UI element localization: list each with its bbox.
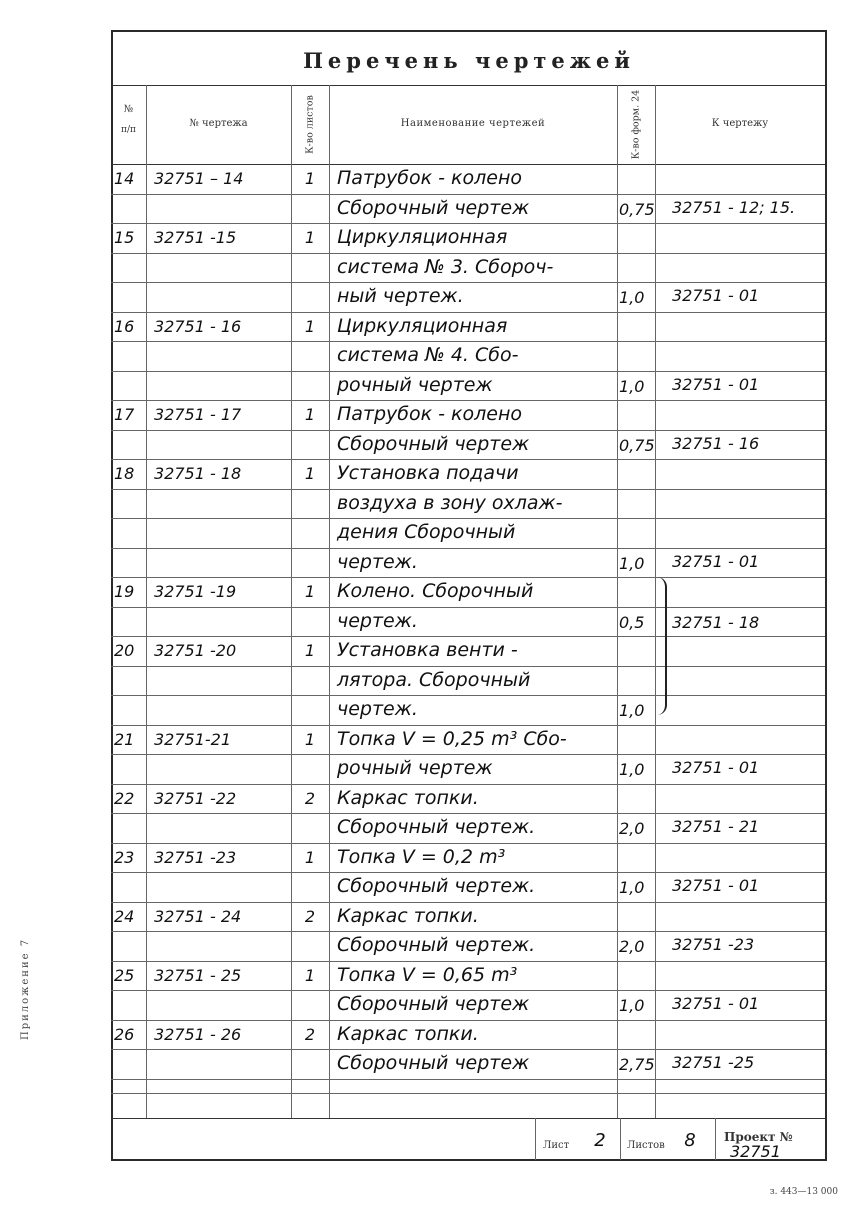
table-column-rule [329,85,330,1118]
table-rule [111,400,825,401]
row-name-line: Топка V = 0,25 m³ Сбо- [337,727,567,750]
table-rule [111,1049,825,1050]
row-to-drawing: 32751 - 12; 15. [672,197,796,217]
row-name-line: Циркуляционная [337,314,508,337]
row-to-drawing: 32751 - 01 [672,551,760,571]
row-number: 14 [114,169,135,188]
table-rule [111,1118,825,1119]
row-drawing-code: 32751-21 [154,729,232,749]
table-rule [111,1020,825,1021]
row-drawing-code: 32751 - 16 [154,316,242,336]
row-name-line: рочный чертеж [337,757,493,779]
table-column-rule [715,1118,716,1160]
table-rule [111,459,825,460]
row-drawing-code: 32751 -20 [154,641,237,660]
row-name-line: ный чертеж. [337,285,464,307]
table-rule [111,371,825,372]
header-format-count: К-во форм. 24 [630,89,642,160]
table-rule [111,253,825,254]
row-name-line: чертеж. [337,550,418,573]
row-sheets-qty: 1 [304,641,316,660]
appendix-label: Приложение 7 [20,937,31,1040]
row-name-line: Каркас топки. [337,904,479,927]
row-format-count: 0,75 [619,199,655,219]
footer-sheets-value: 8 [684,1130,696,1151]
table-column-rule [620,1118,621,1160]
header-drawing-no: № чертежа [189,118,248,129]
row-format-count: 0,5 [619,612,645,632]
row-name-line: рочный чертеж [337,373,493,396]
row-format-count: 1,0 [619,701,645,720]
row-number: 20 [114,641,135,660]
table-column-rule [617,85,618,1118]
row-number: 23 [114,847,135,867]
table-column-rule [291,85,292,1118]
table-rule [111,430,825,431]
row-format-count: 1,0 [619,553,645,573]
row-name-line: чертеж. [337,609,418,632]
table-rule [111,223,825,224]
header-num-sub: п/п [120,125,137,135]
row-sheets-qty: 1 [304,582,316,601]
table-rule [111,813,825,814]
table-rule [111,282,825,283]
row-number: 15 [114,228,135,247]
row-drawing-code: 32751 - 17 [154,405,242,424]
table-rule [111,194,825,195]
row-name-line: Патрубок - колено [337,403,523,425]
row-name-line: система № 3. Сбороч- [337,255,554,278]
row-number: 16 [114,316,135,336]
row-number: 18 [114,464,135,483]
table-rule [111,1093,825,1094]
group-brace [657,577,667,715]
row-name-line: Топка V = 0,2 m³ [337,845,506,868]
table-rule [111,872,825,873]
row-name-line: воздуха в зону охлаж- [337,491,563,514]
row-name-line: Сборочный чертеж. [337,934,536,956]
row-number: 26 [114,1024,135,1044]
row-name-line: Сборочный чертеж [337,432,530,455]
table-rule [111,902,825,903]
page-title: Перечень чертежей [303,48,635,73]
row-sheets-qty: 1 [304,464,316,483]
row-drawing-code: 32751 -15 [154,228,237,247]
row-to-drawing: 32751 - 01 [672,876,760,895]
row-sheets-qty: 1 [304,965,316,985]
row-name-line: Сборочный чертеж [337,1052,530,1074]
row-format-count: 2,0 [619,819,645,838]
row-sheets-qty: 2 [304,788,316,808]
row-name-line: Топка V = 0,65 m³ [337,963,518,986]
table-rule [111,695,825,696]
row-name-line: дения Сборочный [337,521,516,543]
row-drawing-code: 32751 - 25 [154,965,242,985]
row-number: 25 [114,965,135,985]
table-rule [111,607,825,608]
row-to-drawing: 32751 -25 [672,1053,755,1072]
row-to-drawing: 32751 - 01 [672,374,760,394]
row-drawing-code: 32751 -19 [154,582,237,601]
row-format-count: 0,75 [619,435,655,455]
row-sheets-qty: 1 [304,847,316,867]
row-name-line: Каркас топки. [337,786,479,809]
table-rule [111,843,825,844]
table-column-rule [535,1118,536,1160]
row-name-line: Сборочный чертеж [337,196,530,219]
table-column-rule [655,85,656,1118]
row-name-line: Сборочный чертеж [337,993,530,1015]
row-to-drawing: 32751 - 01 [672,994,760,1013]
footer-sheet-value: 2 [594,1130,606,1151]
row-format-count: 2,0 [619,937,645,956]
row-format-count: 2,75 [619,1055,655,1074]
table-rule [111,754,825,755]
table-rule [111,725,825,726]
footer-project-value: 32751 [730,1142,781,1161]
row-number: 22 [114,788,135,808]
footer-project-label: Проект № [724,1130,793,1144]
row-sheets-qty: 2 [304,1024,316,1044]
row-sheets-qty: 1 [304,316,316,336]
row-to-drawing: 32751 - 16 [672,433,760,453]
table-rule [111,164,825,165]
row-drawing-code: 32751 - 24 [154,906,242,926]
row-to-drawing: 32751 - 21 [672,817,760,836]
row-drawing-code: 32751 – 14 [154,169,244,188]
row-sheets-qty: 1 [304,228,316,247]
row-drawing-code: 32751 - 26 [154,1024,242,1044]
table-rule [111,341,825,342]
table-rule [111,961,825,962]
row-sheets-qty: 2 [304,906,316,926]
row-format-count: 1,0 [619,376,645,396]
row-number: 19 [114,582,135,601]
row-name-line: Сборочный чертеж. [337,875,536,897]
row-format-count: 1,0 [619,878,645,897]
row-format-count: 1,0 [619,288,645,307]
header-name: Наименование чертежей [400,118,546,129]
row-to-drawing: 32751 -23 [672,935,755,954]
row-number: 17 [114,405,135,424]
row-sheets-qty: 1 [304,405,316,424]
table-rule [111,548,825,549]
footer-sheet-label: Лист [543,1140,570,1151]
row-format-count: 1,0 [619,760,645,779]
row-name-line: система № 4. Сбо- [337,344,519,366]
table-rule [111,666,825,667]
table-rule [111,489,825,490]
table-rule [111,85,825,86]
row-number: 21 [114,729,135,749]
table-rule [111,1079,825,1080]
row-format-count: 1,0 [619,996,645,1015]
row-to-drawing: 32751 - 01 [672,286,760,305]
row-name-line: Колено. Сборочный [337,580,534,602]
table-rule [111,636,825,637]
table-rule [111,931,825,932]
row-sheets-qty: 1 [304,169,316,188]
header-to-drawing: К чертежу [711,118,769,129]
row-name-line: Циркуляционная [337,226,508,248]
row-name-line: Сборочный чертеж. [337,816,536,838]
header-num: № [123,104,134,115]
row-to-drawing: 32751 - 18 [672,612,760,632]
row-name-line: Установка подачи [337,462,519,484]
header-sheets-count: К-во листов [304,95,316,154]
row-name-line: чертеж. [337,698,418,720]
printer-mark: з. 443—13 000 [769,1187,838,1197]
row-sheets-qty: 1 [304,729,316,749]
row-drawing-code: 32751 - 18 [154,464,242,483]
row-number: 24 [114,906,135,926]
table-rule [111,990,825,991]
footer-sheets-label: Листов [627,1140,665,1151]
table-rule [111,312,825,313]
table-rule [111,577,825,578]
row-name-line: Установка венти - [337,639,518,661]
table-rule [111,784,825,785]
row-drawing-code: 32751 -22 [154,788,237,808]
table-column-rule [146,85,147,1118]
row-name-line: лятора. Сборочный [337,668,531,691]
row-to-drawing: 32751 - 01 [672,758,760,777]
row-name-line: Каркас топки. [337,1022,479,1045]
row-drawing-code: 32751 -23 [154,847,237,867]
table-rule [111,518,825,519]
row-name-line: Патрубок - колено [337,167,523,189]
